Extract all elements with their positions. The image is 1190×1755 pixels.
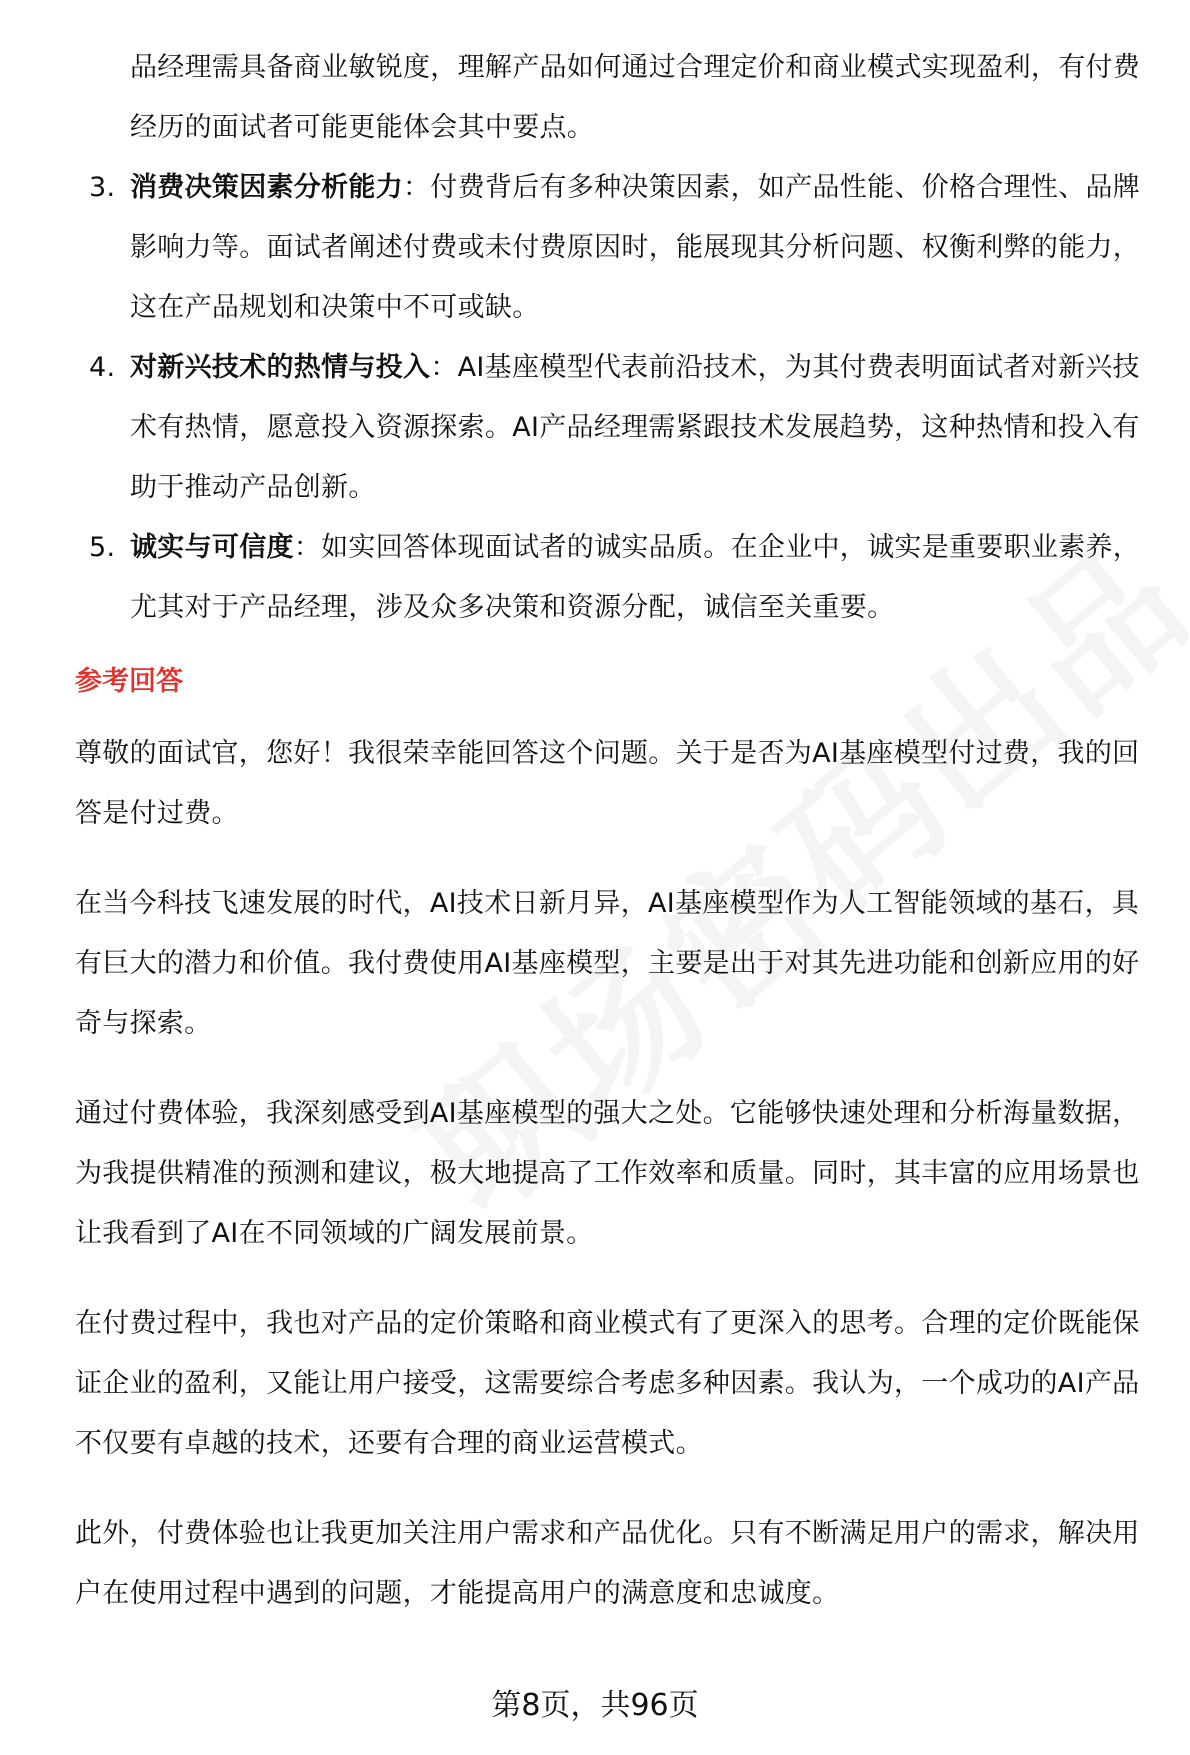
list-number: 3. [89,172,116,203]
answer-paragraph: 通过付费体验，我深刻感受到AI基座模型的强大之处。它能够快速处理和分析海量数据，为我提供精准的预测和建议，极大地提高了工作效率和质量。同时，其丰富的应用场景也让我看到了AI在不同领域的广阔发展前景。 [75,1098,1140,1249]
list-number: 4. [89,352,116,383]
section-heading: 参考回答 [75,666,183,697]
list-item-3 [75,158,1155,338]
list-item-text: ：付费背后有多种决策因素，如产品性能、价格合理性、品牌影响力等。面试者阐述付费或未付费原因时，能展现其分析问题、权衡利弊的能力，这在产品规划和决策中不可或缺。 [130,172,1141,323]
answer-paragraph: 在付费过程中，我也对产品的定价策略和商业模式有了更深入的思考。合理的定价既能保证企业的盈利，又能让用户接受，这需要综合考虑多种因素。我认为，一个成功的AI产品不仅要有卓越的技术，还要有合理的商业运营模式。 [75,1308,1140,1459]
list-item-text: ：如实回答体现面试者的诚实品质。在企业中，诚实是重要职业素养，尤其对于产品经理，涉及众多决策和资源分配，诚信至关重要。 [130,532,1141,623]
answer-paragraph: 此外，付费体验也让我更加关注用户需求和产品优化。只有不断满足用户的需求，解决用户在使用过程中遇到的问题，才能提高用户的满意度和忠诚度。 [75,1518,1140,1609]
list-number: 5. [89,532,116,563]
list-item-4 [75,338,1155,518]
page-content [75,38,1155,1654]
list-item-5 [75,518,1155,638]
answer-paragraph: 在当今科技飞速发展的时代，AI技术日新月异，AI基座模型作为人工智能领域的基石，具有巨大的潜力和价值。我付费使用AI基座模型，主要是出于对其先进功能和创新应用的好奇与探索。 [75,888,1140,1039]
list-item-text: ：AI基座模型代表前沿技术，为其付费表明面试者对新兴技术有热情，愿意投入资源探索。AI产品经理需紧跟技术发展趋势，这种热情和投入有助于推动产品创新。 [130,352,1140,503]
list-item-title: 对新兴技术的热情与投入 [130,352,431,383]
list-item-title: 消费决策因素分析能力 [130,172,403,203]
page-number-footer: 第8页，共96页 [491,1688,699,1723]
answer-paragraph: 尊敬的面试官，您好！我很荣幸能回答这个问题。关于是否为AI基座模型付过费，我的回答是付过费。 [75,738,1140,829]
intro-continuation: 品经理需具备商业敏锐度，理解产品如何通过合理定价和商业模式实现盈利，有付费经历的面试者可能更能体会其中要点。 [130,52,1141,143]
list-item-title: 诚实与可信度 [130,532,294,563]
